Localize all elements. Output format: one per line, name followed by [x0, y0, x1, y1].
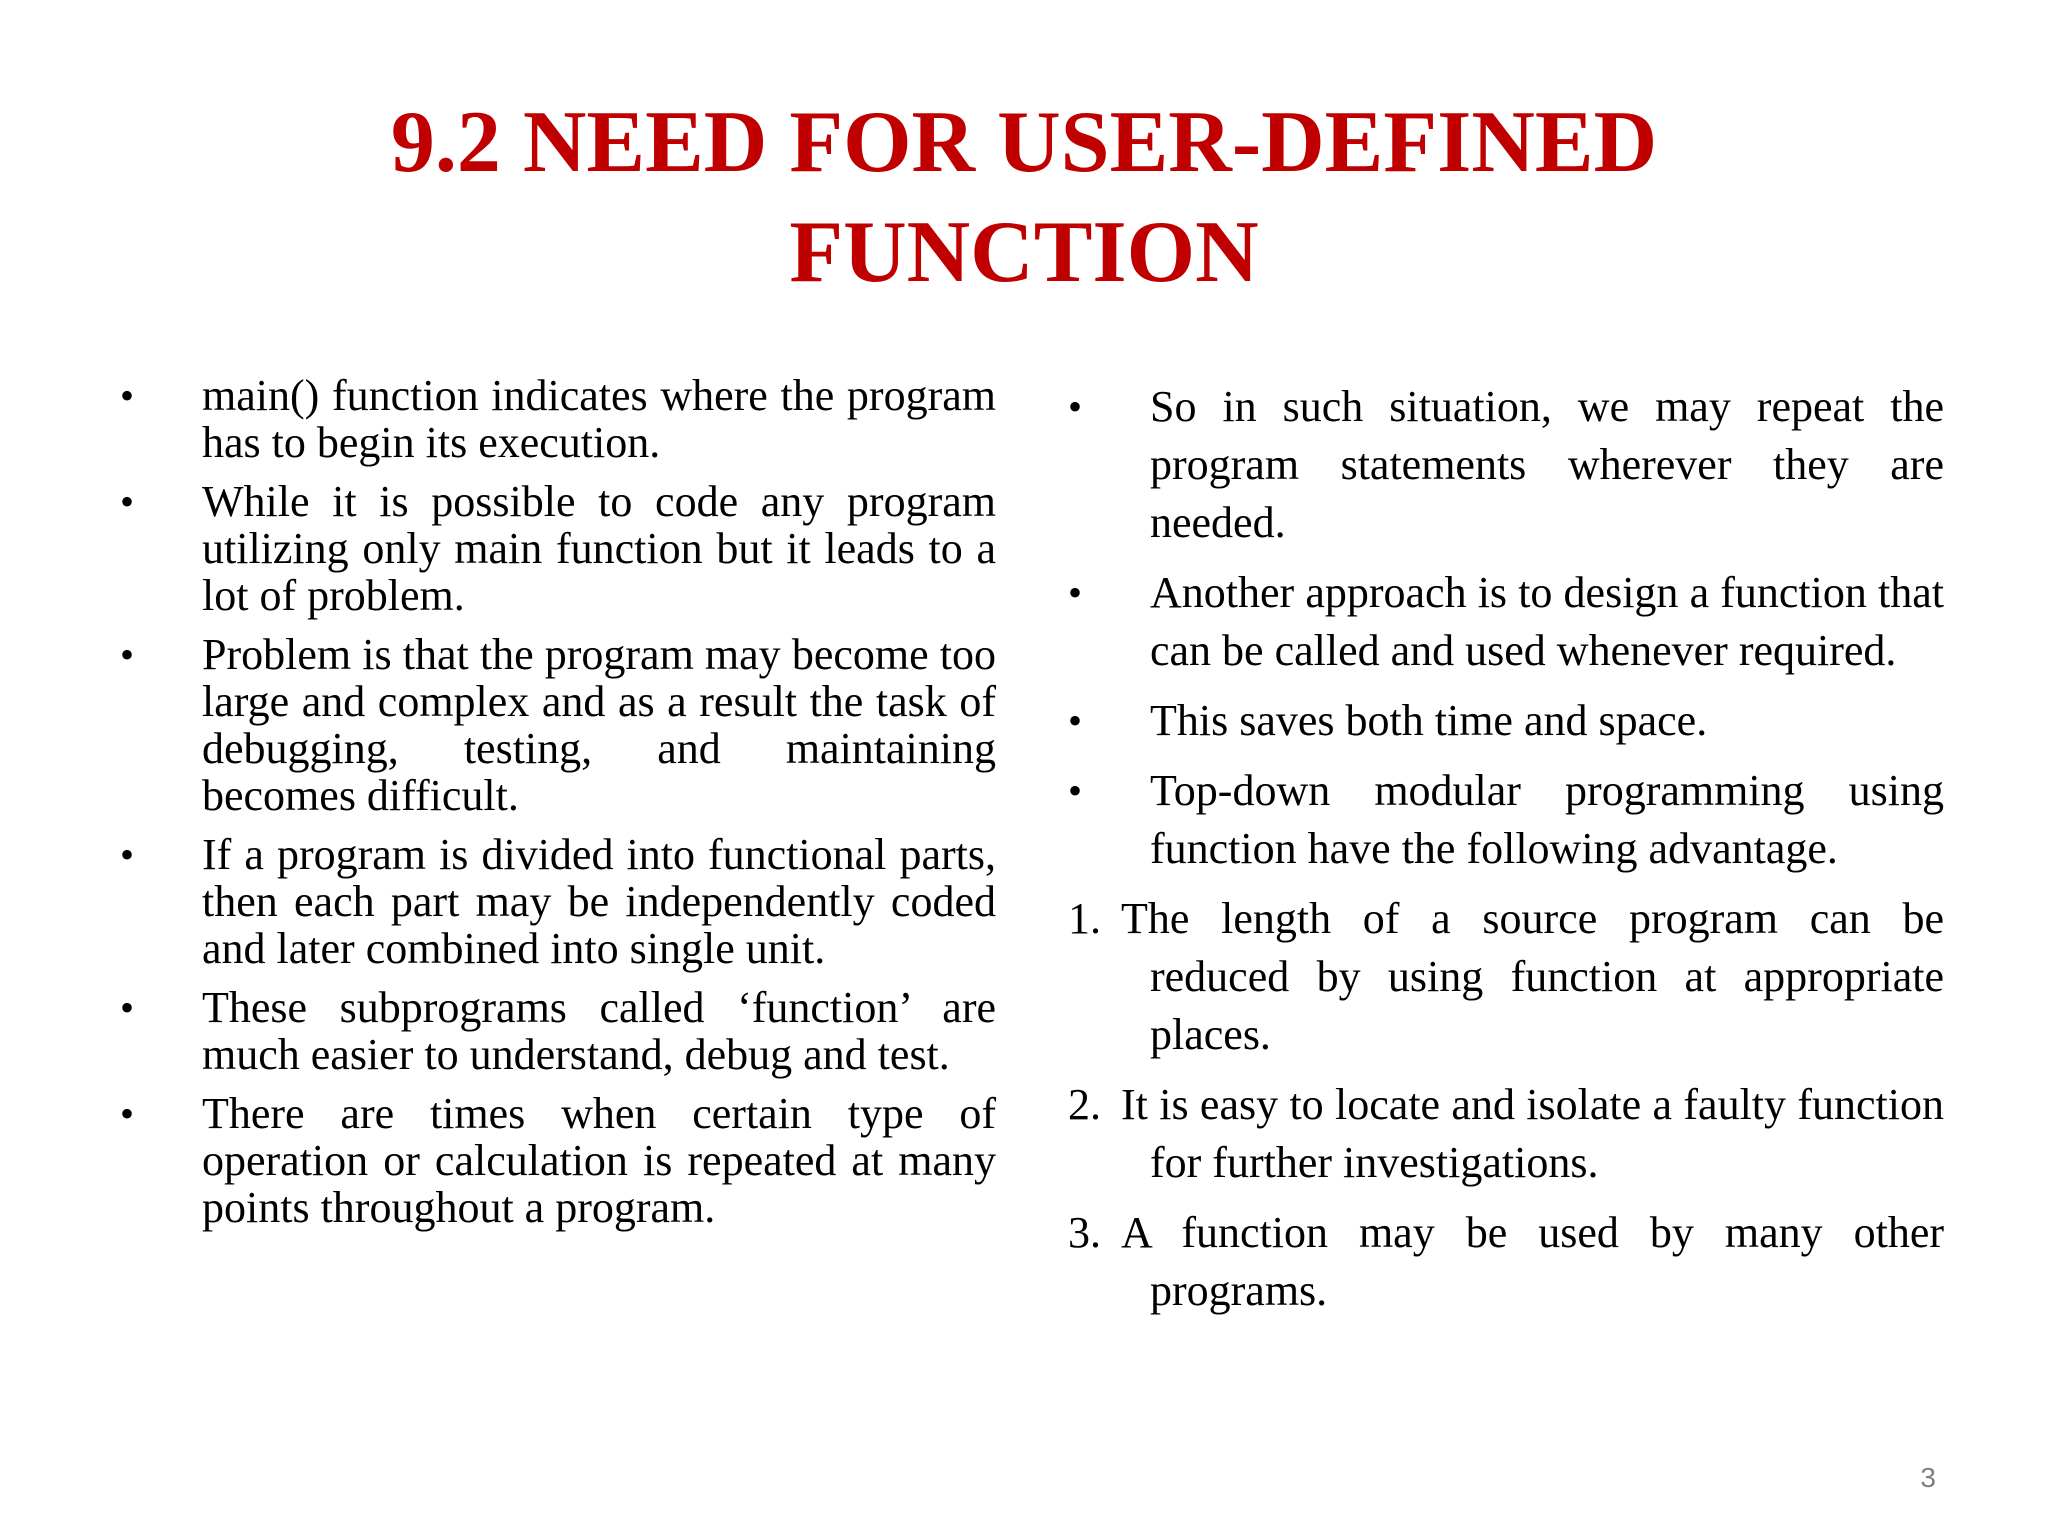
slide-title-line1: 9.2 NEED FOR USER-DEFINED: [390, 94, 1658, 191]
right-bullet-2: [1068, 564, 1944, 680]
left-bullet-5: [120, 984, 996, 1078]
numbered-marker: 3.: [1068, 1208, 1101, 1257]
left-bullet-text: While it is possible to code any program utilizing only main function but it leads to a lot of problem.: [202, 477, 996, 620]
numbered-item-3: [1068, 1204, 1944, 1320]
right-bullet-text: Another approach is to design a function that can be called and used whenever required.: [1150, 568, 1944, 675]
numbered-item-1: [1068, 890, 1944, 1064]
numbered-marker: 1.: [1068, 894, 1101, 943]
right-bullet-text: So in such situation, we may repeat the program statements wherever they are needed.: [1150, 382, 1944, 547]
bullet-icon: •: [120, 832, 135, 877]
numbered-item-text: It is easy to locate and isolate a faulty function for further investigations.: [1121, 1080, 1944, 1187]
bullet-icon: •: [1068, 698, 1083, 743]
bullet-icon: •: [120, 632, 135, 677]
left-bullet-text: Problem is that the program may become too large and complex and as a result the task of debugging, testing, and maintaining becomes difficult.: [202, 630, 996, 820]
bullet-icon: •: [120, 373, 135, 418]
left-bullet-4: [120, 831, 996, 972]
bullet-icon: •: [120, 985, 135, 1030]
left-bullet-2: [120, 478, 996, 619]
bullet-icon: •: [1068, 570, 1083, 615]
numbered-item-2: [1068, 1076, 1944, 1192]
numbered-item-text: A function may be used by many other programs.: [1121, 1208, 1944, 1315]
bullet-icon: •: [1068, 384, 1083, 429]
numbered-marker: 2.: [1068, 1080, 1101, 1129]
left-bullet-text: main() function indicates where the program has to begin its execution.: [202, 371, 996, 467]
right-column: [1068, 378, 1944, 1332]
right-bullet-3: [1068, 692, 1944, 750]
left-bullet-6: [120, 1090, 996, 1231]
bullet-icon: •: [120, 479, 135, 524]
left-bullet-text: These subprograms called ‘function’ are much easier to understand, debug and test.: [202, 983, 996, 1079]
right-bullet-4: [1068, 762, 1944, 878]
right-bullet-1: [1068, 378, 1944, 552]
page-number: 3: [1920, 1462, 1936, 1493]
bullet-icon: •: [120, 1091, 135, 1136]
numbered-item-text: The length of a source program can be reduced by using function at appropriate places.: [1121, 894, 1944, 1059]
right-bullet-text: Top-down modular programming using function have the following advantage.: [1150, 766, 1944, 873]
right-bullet-text: This saves both time and space.: [1150, 696, 1708, 745]
left-bullet-text: There are times when certain type of operation or calculation is repeated at many points throughout a program.: [202, 1089, 996, 1232]
left-bullet-text: If a program is divided into functional parts, then each part may be independently coded and later combined into single unit.: [202, 830, 996, 973]
left-bullet-3: [120, 631, 996, 819]
left-column: [120, 372, 996, 1243]
left-bullet-1: [120, 372, 996, 466]
slide-title-line2: FUNCTION: [789, 204, 1259, 301]
slide-title: [0, 88, 2048, 308]
bullet-icon: •: [1068, 768, 1083, 813]
